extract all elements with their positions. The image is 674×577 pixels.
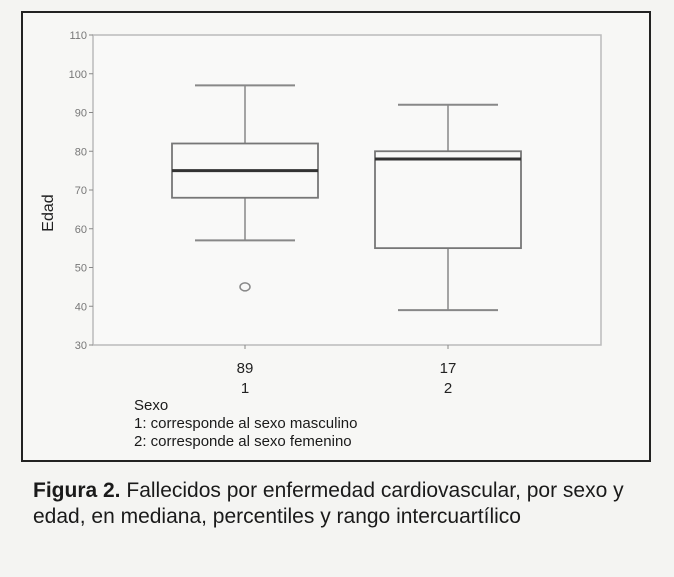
x-axis-labels xyxy=(237,345,457,397)
y-tick-label: 40 xyxy=(74,301,87,314)
figure-frame xyxy=(21,11,651,462)
y-axis-ticks xyxy=(69,30,93,352)
y-axis-label: Edad xyxy=(40,194,57,232)
y-tick-label: 80 xyxy=(74,146,87,159)
y-tick-label: 90 xyxy=(74,107,87,120)
category-count-label: 89 xyxy=(236,360,254,377)
caption-label: Figura 2. xyxy=(33,479,121,502)
legend-item-1: 1: corresponde al sexo masculino xyxy=(134,415,358,432)
legend-title: Sexo xyxy=(134,397,169,414)
caption-text: Fallecidos por enfermedad cardiovascular, por sexo y edad, en mediana, percentiles y rango intercuartílico xyxy=(33,479,624,528)
y-tick-label: 100 xyxy=(68,68,87,81)
plot-area xyxy=(93,35,601,345)
category-count-label: 17 xyxy=(439,360,457,377)
iqr-box xyxy=(375,151,521,248)
category-label: 2 xyxy=(443,380,453,397)
legend xyxy=(134,397,357,451)
y-tick-label: 30 xyxy=(74,340,87,352)
legend-item-2: 2: corresponde al sexo femenino xyxy=(134,433,352,450)
category-label: 1 xyxy=(240,380,250,397)
figure-caption xyxy=(33,478,643,530)
y-tick-label: 50 xyxy=(74,262,87,275)
y-tick-label: 60 xyxy=(74,223,87,236)
y-tick-label: 110 xyxy=(69,30,87,42)
y-tick-label: 70 xyxy=(74,185,87,197)
boxplot-chart xyxy=(23,13,649,460)
